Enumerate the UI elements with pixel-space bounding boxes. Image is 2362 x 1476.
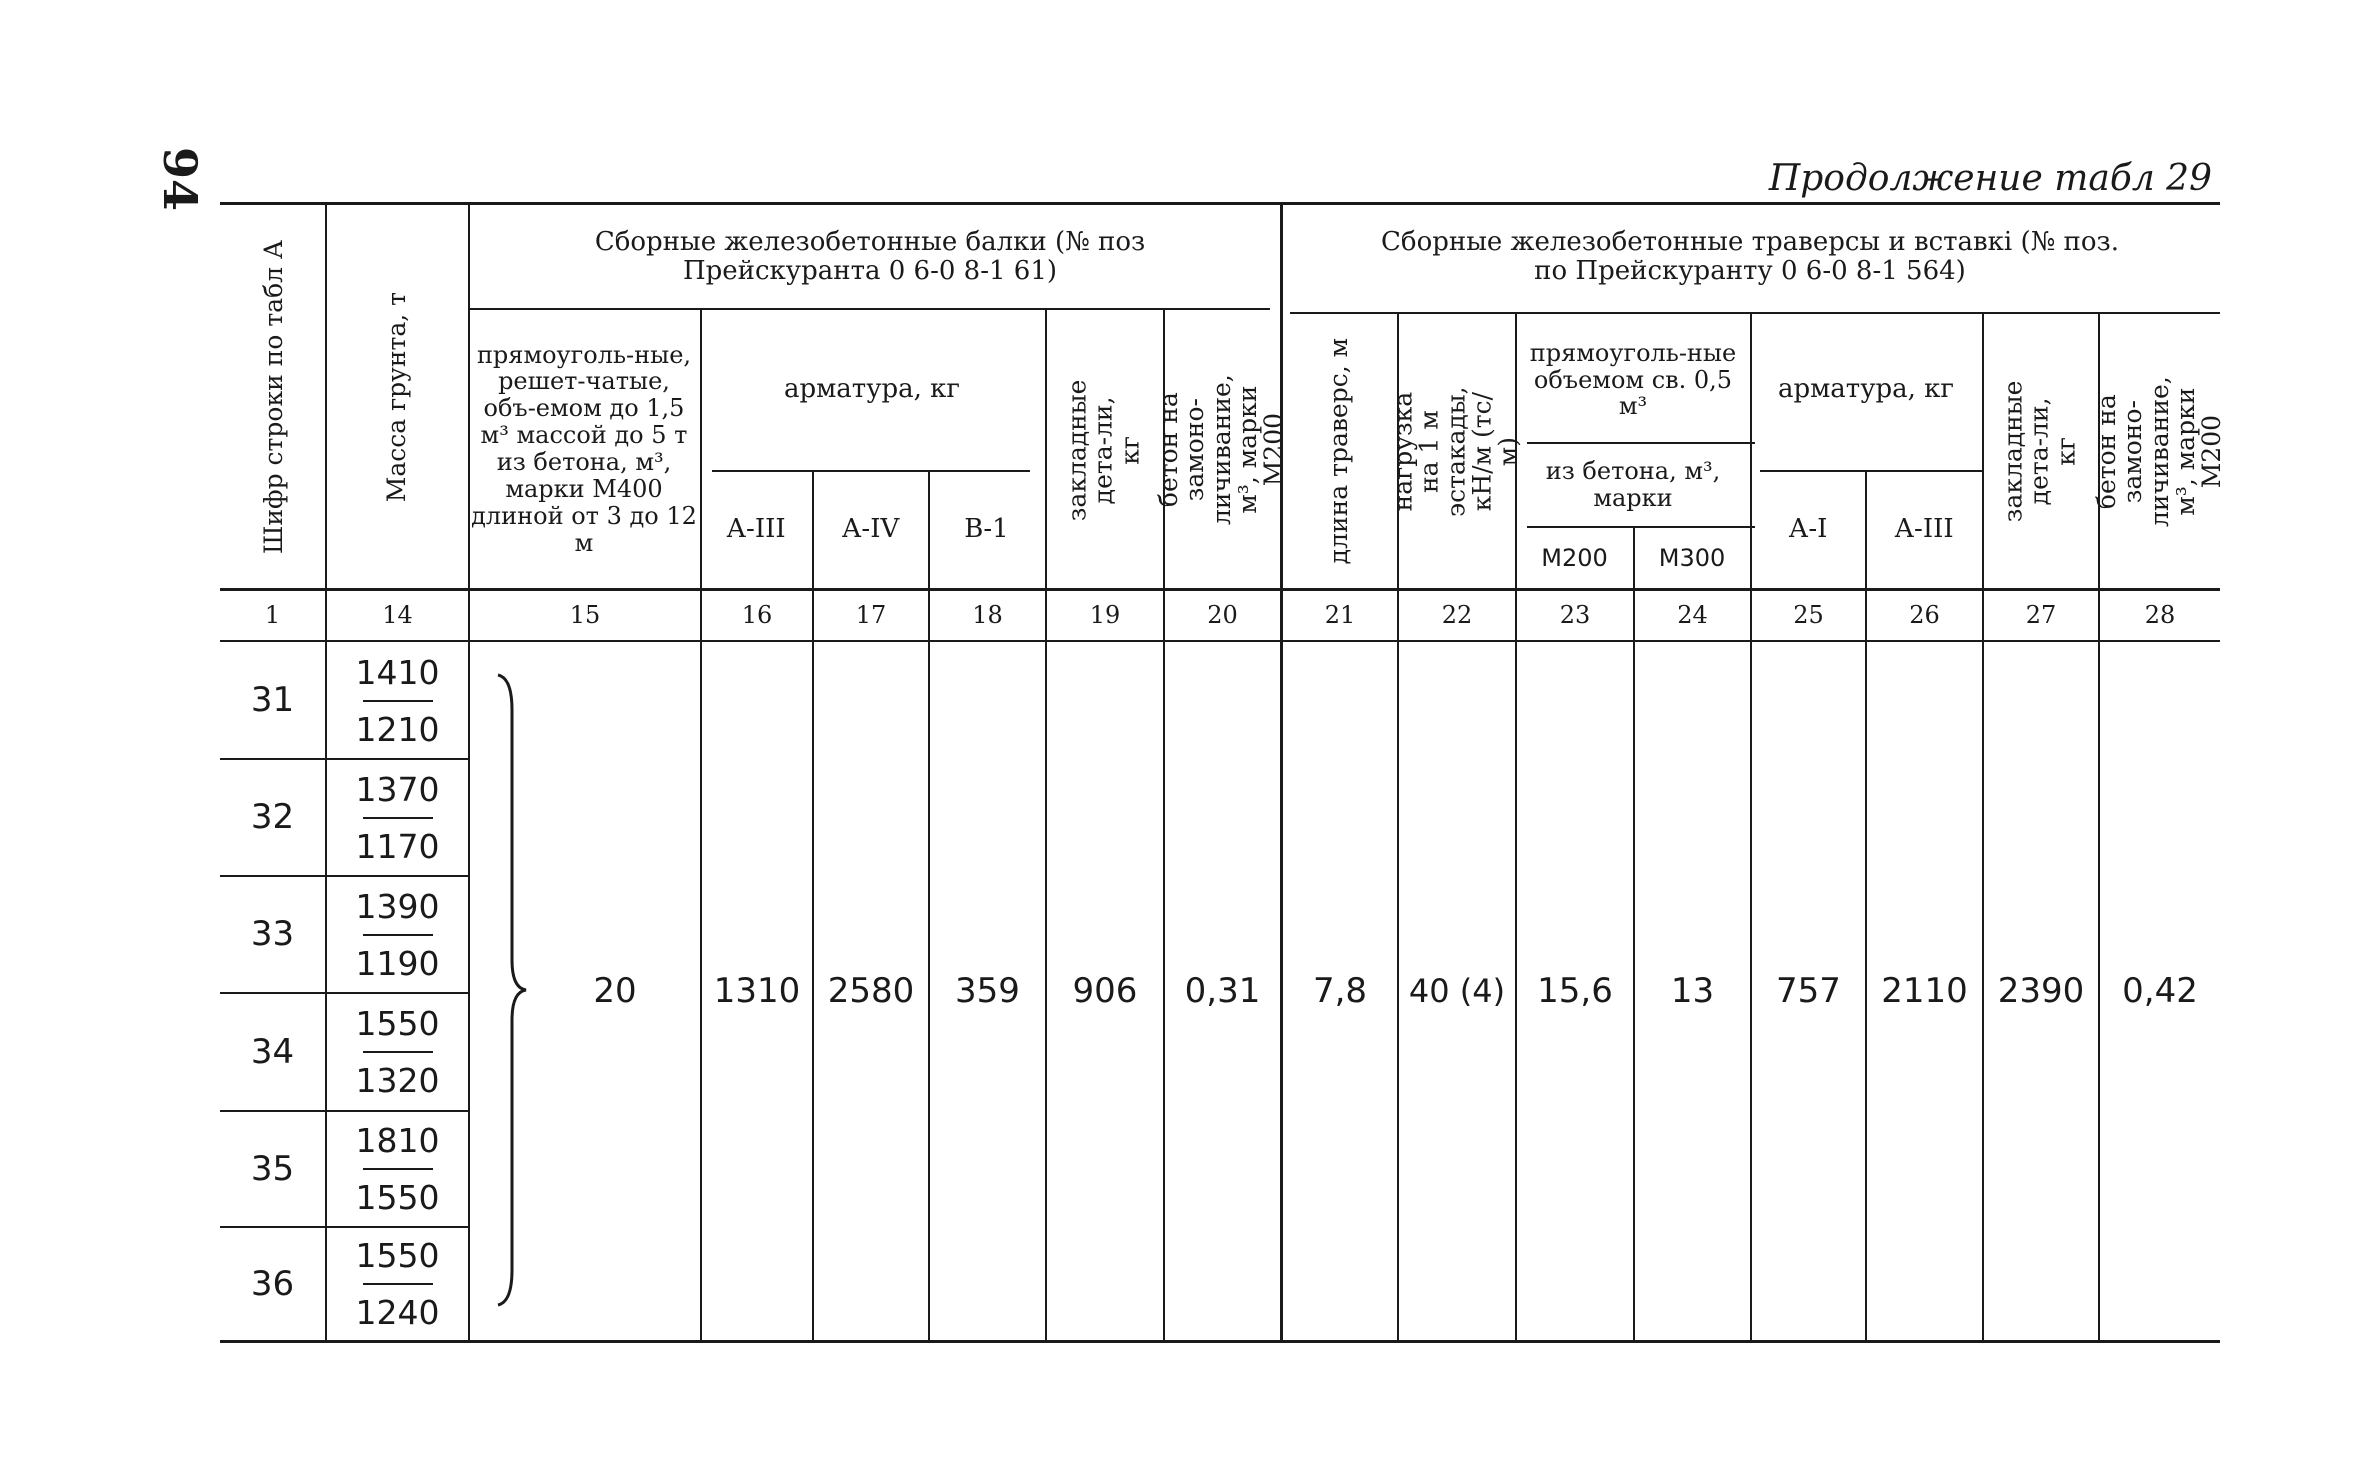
value-c25: 757 bbox=[1776, 971, 1841, 1012]
header-c22: нагрузка на 1 м эстакады, кН/м (тс/м) bbox=[1388, 386, 1523, 517]
header-armatura-beams: арматура, кг bbox=[783, 374, 961, 405]
colnum: 25 bbox=[1793, 600, 1824, 629]
soil-mass-cell bbox=[327, 1228, 468, 1340]
header-c28: бетон на замоно-личивание, м³, марки М200 bbox=[2091, 376, 2226, 527]
value-c27: 2390 bbox=[1997, 971, 2085, 1012]
header-c23-24-group: прямоуголь-ные объемом св. 0,5 м³ bbox=[1529, 338, 1737, 421]
colnum: 1 bbox=[264, 600, 281, 629]
table-top-rule bbox=[220, 202, 2220, 205]
soil-mass-bottom: 1190 bbox=[355, 943, 440, 983]
header-c16: А-III bbox=[726, 514, 786, 545]
header-row-code: Шифр строки по табл А bbox=[258, 240, 288, 555]
header-bottom-rule bbox=[220, 588, 2220, 591]
colnum: 23 bbox=[1559, 600, 1591, 629]
soil-mass-top: 1410 bbox=[355, 652, 440, 692]
value-c22: 40 (4) bbox=[1408, 971, 1506, 1010]
header-c18: В-1 bbox=[964, 514, 1009, 545]
header-c23-24-sub: из бетона, м³, марки bbox=[1545, 457, 1721, 512]
colnum: 26 bbox=[1909, 600, 1940, 629]
armatura-trav-rule bbox=[1760, 470, 1982, 472]
colnum: 21 bbox=[1324, 600, 1356, 629]
table-bottom-rule bbox=[220, 1340, 2220, 1343]
colnum: 20 bbox=[1207, 600, 1238, 629]
value-c16: 1310 bbox=[713, 971, 801, 1012]
soil-mass-cell bbox=[327, 643, 468, 758]
armatura-beams-rule bbox=[712, 470, 1030, 472]
colnum: 27 bbox=[2025, 600, 2057, 629]
value-c15: 20 bbox=[593, 971, 637, 1012]
beams-group-header: Сборные железобетонные балки (№ поз Прейскуранта 0 6-0 8-1 61) bbox=[594, 226, 1146, 286]
colnum: 22 bbox=[1441, 600, 1473, 629]
colnum: 28 bbox=[2144, 600, 2176, 629]
soil-mass-top: 1390 bbox=[355, 886, 440, 926]
value-c19: 906 bbox=[1072, 971, 1138, 1012]
row-code: 31 bbox=[250, 680, 295, 721]
soil-mass-bottom: 1550 bbox=[355, 1178, 440, 1217]
header-c25: А-I bbox=[1788, 514, 1828, 545]
value-c28: 0,42 bbox=[2122, 971, 2198, 1012]
header-c20: бетон на замоно-личивание, м³, марки М200 bbox=[1153, 374, 1288, 526]
soil-mass-bottom: 1170 bbox=[355, 826, 440, 866]
row-code: 33 bbox=[250, 914, 295, 955]
colnum-bottom-rule bbox=[220, 640, 2220, 642]
colnum: 19 bbox=[1089, 600, 1121, 629]
soil-mass-bottom: 1320 bbox=[355, 1061, 440, 1100]
soil-mass-top: 1550 bbox=[355, 1236, 440, 1275]
soil-mass-top: 1550 bbox=[355, 1004, 440, 1043]
value-c20: 0,31 bbox=[1184, 971, 1261, 1012]
row-code: 32 bbox=[250, 797, 295, 838]
header-c27: закладные дета-ли, кг bbox=[1998, 380, 2081, 523]
soil-mass-cell bbox=[327, 1112, 468, 1226]
table-continuation-title: Продолжение табл 29 bbox=[1768, 158, 2212, 199]
soil-mass-cell bbox=[327, 760, 468, 875]
header-c24: М300 bbox=[1658, 543, 1726, 572]
value-c26: 2110 bbox=[1881, 971, 1968, 1012]
page-number: 94 bbox=[153, 147, 207, 212]
trav-group-rule bbox=[1290, 312, 2220, 314]
beams-group-rule bbox=[470, 308, 1270, 310]
soil-mass-cell bbox=[327, 994, 468, 1110]
value-c24: 13 bbox=[1670, 971, 1715, 1012]
row-code: 36 bbox=[250, 1263, 295, 1304]
colnum: 16 bbox=[741, 600, 773, 629]
colnum: 24 bbox=[1677, 600, 1708, 629]
header-c19: закладные дета-ли, кг bbox=[1062, 379, 1145, 521]
colnum: 14 bbox=[382, 600, 413, 629]
header-soil-mass: Масса грунта, т bbox=[382, 292, 412, 503]
header-c21: длина траверс, м bbox=[1323, 338, 1353, 565]
value-c23: 15,6 bbox=[1537, 971, 1613, 1012]
colnum: 15 bbox=[569, 600, 601, 629]
value-c18: 359 bbox=[955, 971, 1020, 1012]
colnum: 17 bbox=[855, 600, 887, 629]
value-c17: 2580 bbox=[827, 971, 915, 1012]
row-code: 34 bbox=[250, 1031, 295, 1072]
header-c23: М200 bbox=[1541, 543, 1608, 572]
soil-mass-top: 1810 bbox=[355, 1121, 440, 1160]
header-c26: А-III bbox=[1894, 514, 1954, 545]
c23-24-sub-rule bbox=[1527, 526, 1755, 528]
soil-mass-bottom: 1210 bbox=[355, 709, 440, 749]
row-group-brace bbox=[490, 670, 530, 1310]
c23-24-group-rule bbox=[1527, 442, 1755, 444]
soil-mass-top: 1370 bbox=[355, 769, 440, 809]
soil-mass-bottom: 1240 bbox=[355, 1293, 440, 1332]
header-armatura-trav: арматура, кг bbox=[1777, 374, 1955, 405]
header-c15: прямоуголь-ные, решет-чатые, объ-емом до 1,5 м³ массой до 5 т из бетона, м³, марки М400 длиной от 3 до 12 м bbox=[471, 340, 697, 557]
header-c17: А-IV bbox=[841, 514, 900, 545]
colnum: 18 bbox=[972, 600, 1003, 629]
soil-mass-cell bbox=[327, 877, 468, 992]
row-code: 35 bbox=[250, 1148, 295, 1189]
value-c21: 7,8 bbox=[1312, 971, 1368, 1012]
traverses-group-header: Сборные железобетонные траверсы и вставкi (№ поз. по Прейскуранту 0 6-0 8-1 564) bbox=[1381, 226, 2119, 286]
